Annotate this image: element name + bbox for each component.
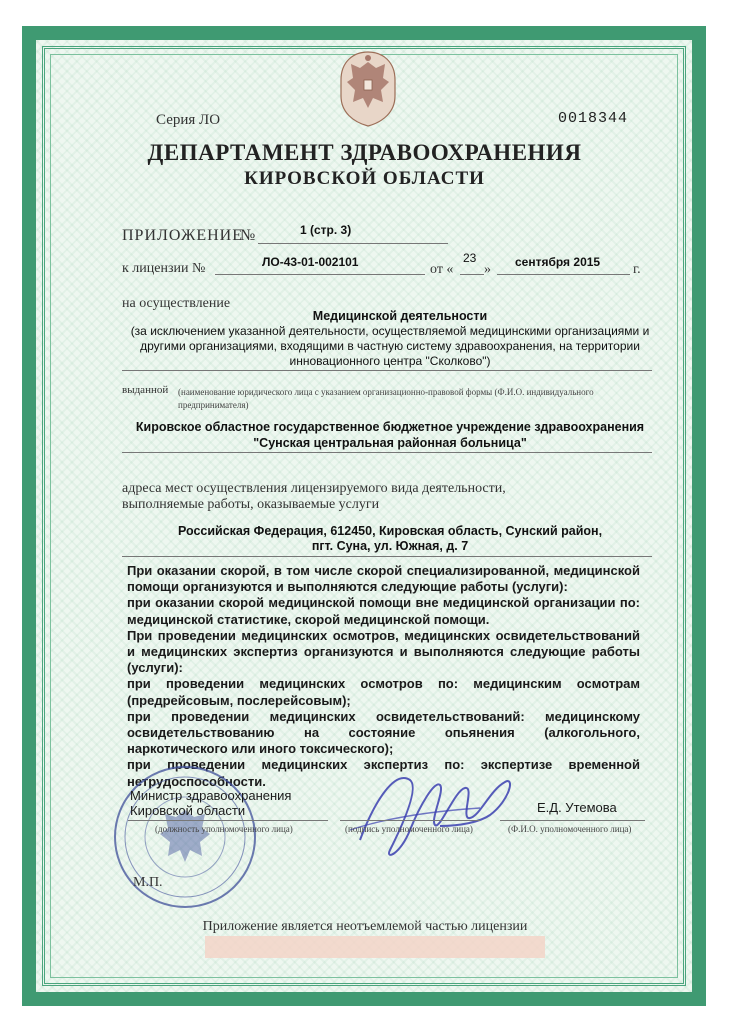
signatory-position-line1: Министр здравоохранения: [130, 788, 292, 803]
license-number-line: [215, 274, 425, 275]
address-line1: Российская Федерация, 612450, Кировская область, Сунский район,: [177, 524, 603, 538]
position-line: [128, 820, 328, 821]
address-divider: [122, 556, 652, 557]
organization-name-line1: Кировское областное государственное бюджетное учреждение здравоохранения: [135, 420, 645, 434]
service-paragraph: при проведении медицинских осмотров по: медицинским осмотрам (предрейсовым, послерейсовым);: [127, 676, 640, 708]
appendix-label: ПРИЛОЖЕНИЕ: [122, 227, 244, 244]
organization-name-line2: "Сунская центральная районная больница": [253, 436, 527, 450]
signatory-position-line2: Кировской области: [130, 803, 246, 818]
signature-line: [340, 820, 480, 821]
issued-label: выданной: [122, 384, 169, 396]
address-label: адреса мест осуществления лицензируемого вида деятельности, выполняемые работы, оказываемые услуги: [122, 481, 506, 512]
service-paragraph: при проведении медицинских освидетельствований: медицинскому освидетельствованию на состояние опьянения (алкогольного, наркотического или иного токсического);: [127, 708, 640, 757]
activity-label: на осуществление: [122, 296, 231, 311]
signature-caption: (подпись уполномоченного лица): [345, 824, 473, 834]
date-quote-close: »: [484, 262, 491, 277]
number-sign: №: [240, 227, 256, 244]
license-label: к лицензии №: [122, 261, 206, 276]
date-prefix: от «: [430, 262, 454, 277]
services-block: [127, 563, 640, 790]
license-number: ЛО-43-01-002101: [262, 255, 359, 269]
organization-divider: [122, 452, 652, 453]
month-line: [497, 274, 630, 275]
appendix-number-value: 1 (стр. 3): [300, 223, 352, 237]
serial-number: 0018344: [558, 110, 629, 127]
position-caption: (должность уполномоченного лица): [155, 824, 293, 834]
name-line: [500, 820, 645, 821]
seal-mark: М.П.: [133, 875, 163, 890]
activity-divider: [122, 370, 652, 371]
footer-highlight-bar: [205, 936, 545, 958]
service-paragraph: при проведении медицинских экспертиз по: экспертизе временной нетрудоспособности.: [127, 757, 640, 789]
name-caption: (Ф.И.О. уполномоченного лица): [508, 824, 632, 834]
service-paragraph: При проведении медицинских осмотров, медицинских освидетельствований и медицинских экспертиз организуются и выполняются следующие работы (услуги):: [127, 627, 640, 676]
series-label: Серия ЛО: [156, 112, 221, 128]
date-day: 23: [463, 251, 477, 265]
service-paragraph: при оказании скорой медицинской помощи вне медицинской организации по: медицинской статистике, скорой медицинской помощи.: [127, 595, 640, 627]
department-region: КИРОВСКОЙ ОБЛАСТИ: [244, 168, 485, 189]
address-line2: пгт. Суна, ул. Южная, д. 7: [311, 539, 469, 553]
day-line: [460, 274, 484, 275]
footer-note: Приложение является неотъемлемой частью лицензии: [202, 919, 528, 934]
signatory-name: Е.Д. Утемова: [537, 800, 617, 815]
activity-note: (за исключением указанной деятельности, осуществляемой медицинскими организациями и другими организациями, входящими в частную систему здравоохранения, на территории инновационного центра "Сколково"): [130, 324, 650, 368]
handwritten-signature: [340, 760, 530, 870]
activity-title: Медицинской деятельности: [312, 309, 488, 323]
service-paragraph: При оказании скорой, в том числе скорой специализированной, медицинской помощи организуются и выполняются следующие работы (услуги):: [127, 563, 640, 595]
department-title: ДЕПАРТАМЕНТ ЗДРАВООХРАНЕНИЯ: [147, 140, 582, 165]
appendix-number-line: [258, 243, 448, 244]
year-suffix: г.: [633, 262, 641, 277]
date-month-year: сентября 2015: [515, 255, 601, 269]
issued-note: (наименование юридического лица с указанием организационно-правовой формы (Ф.И.О. индивидуального предпринимателя): [178, 387, 594, 410]
coat-of-arms-emblem: [333, 46, 403, 128]
